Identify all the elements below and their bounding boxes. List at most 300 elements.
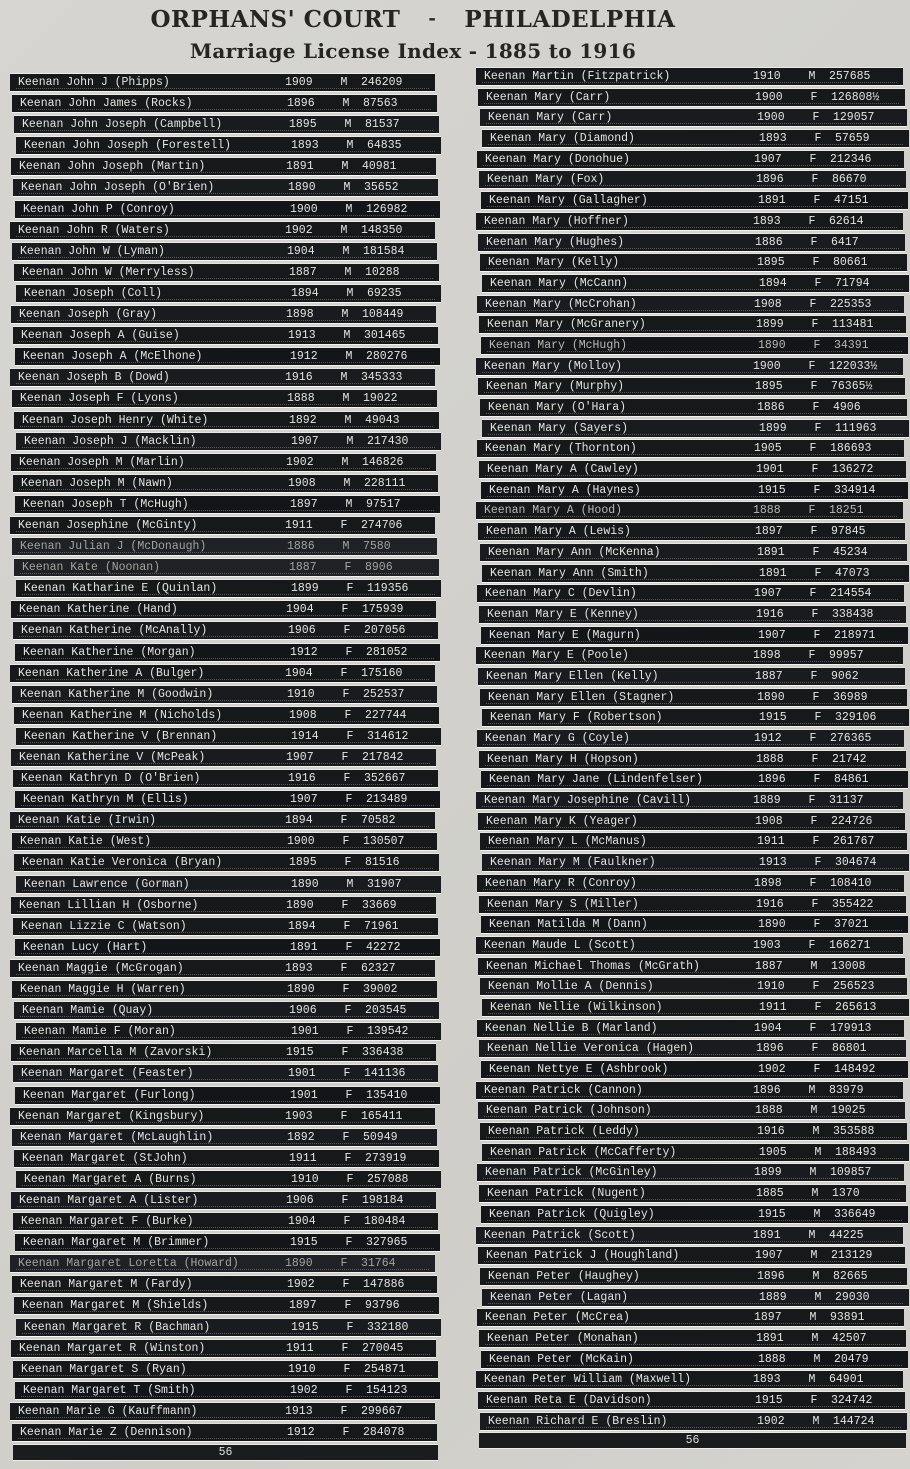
entry-sex: M xyxy=(340,76,348,89)
entry-name: Keenan Mary Ann (McKenna) xyxy=(488,545,661,559)
entry-name: Keenan Margaret (Furlong) xyxy=(23,1088,196,1102)
index-row xyxy=(481,771,908,788)
entry-year: 1898 xyxy=(753,649,781,663)
index-row xyxy=(15,1234,440,1251)
index-row xyxy=(479,1185,906,1202)
entry-number: 34391 xyxy=(834,338,869,352)
entry-year: 1888 xyxy=(755,1104,783,1118)
entry-sex: F xyxy=(345,793,353,807)
entry-sex: M xyxy=(812,1414,820,1428)
entry-year: 1890 xyxy=(288,181,316,195)
entry-year: 1908 xyxy=(754,297,782,311)
entry-number: 166271 xyxy=(829,938,871,952)
entry-number: 198184 xyxy=(362,1193,404,1207)
entry-number: 332180 xyxy=(367,1320,409,1334)
entry-sex: F xyxy=(811,752,819,766)
entry-sex: F xyxy=(346,1320,354,1334)
index-row xyxy=(478,958,905,975)
entry-sex: F xyxy=(342,1278,350,1292)
entry-sex: M xyxy=(814,1145,822,1159)
entry-name: Keenan Mary (Murphy) xyxy=(486,380,625,394)
entry-name: Keenan Margaret (Feaster) xyxy=(21,1067,194,1081)
entry-number: 327965 xyxy=(366,1236,408,1250)
entry-sex: F xyxy=(813,338,821,352)
entry-sex: F xyxy=(343,772,351,786)
entry-year: 1895 xyxy=(757,256,785,270)
entry-number: 93891 xyxy=(830,1311,865,1325)
entry-number: 203545 xyxy=(365,1004,407,1018)
page-number: 56 xyxy=(685,1434,700,1448)
entry-name: Keenan Julian J (McDonaugh) xyxy=(20,540,207,554)
entry-sex: F xyxy=(809,587,817,601)
entry-number: 207056 xyxy=(364,624,406,638)
index-row xyxy=(482,709,909,726)
entry-name: Keenan Patrick (Leddy) xyxy=(488,1125,640,1139)
index-row xyxy=(13,918,438,935)
entry-name: Keenan Mary H (Hopson) xyxy=(487,752,639,766)
entry-year: 1897 xyxy=(289,1299,317,1313)
index-row xyxy=(480,109,907,126)
index-row xyxy=(12,538,437,555)
entry-sex: M xyxy=(346,434,354,448)
entry-sex: F xyxy=(343,1067,351,1081)
index-row xyxy=(10,1255,435,1272)
index-row xyxy=(479,461,906,478)
entry-number: 336649 xyxy=(834,1207,876,1221)
index-row xyxy=(11,158,436,175)
entry-sex: F xyxy=(814,566,822,580)
entry-number: 40981 xyxy=(362,160,397,174)
entry-number: 165411 xyxy=(361,1109,403,1123)
entry-sex: M xyxy=(341,308,349,322)
entry-year: 1912 xyxy=(754,732,782,745)
index-row xyxy=(482,130,909,147)
entry-number: 217430 xyxy=(367,434,409,448)
entry-number: 126982 xyxy=(366,202,408,216)
entry-year: 1902 xyxy=(287,1278,315,1292)
entry-sex: F xyxy=(344,1151,352,1165)
entry-year: 1915 xyxy=(291,1320,319,1334)
entry-sex: F xyxy=(342,1130,350,1144)
entry-name: Keenan Marie G (Kauffmann) xyxy=(18,1404,198,1418)
entry-year: 1907 xyxy=(758,628,786,642)
entry-number: 338438 xyxy=(832,607,874,621)
entry-year: 1889 xyxy=(759,1290,787,1304)
entry-number: 81537 xyxy=(365,118,400,132)
title-court: ORPHANS' COURT xyxy=(150,6,401,33)
entry-year: 1896 xyxy=(756,173,784,187)
index-row xyxy=(14,1002,439,1019)
entry-year: 1915 xyxy=(759,711,787,725)
entry-year: 1904 xyxy=(754,1021,782,1035)
entry-number: 70582 xyxy=(361,814,396,828)
index-row xyxy=(16,433,441,450)
entry-sex: F xyxy=(344,708,352,722)
entry-sex: M xyxy=(342,97,350,111)
entry-sex: F xyxy=(809,152,817,166)
entry-number: 10288 xyxy=(365,265,400,279)
entry-year: 1906 xyxy=(286,1193,314,1207)
entry-sex: F xyxy=(808,504,816,518)
index-row xyxy=(10,665,435,682)
index-row xyxy=(481,337,908,354)
entry-year: 1911 xyxy=(759,1000,787,1014)
entry-number: 270045 xyxy=(362,1341,404,1355)
index-row xyxy=(478,234,905,251)
entry-sex: M xyxy=(343,476,351,490)
entry-sex: F xyxy=(808,938,816,952)
index-row xyxy=(479,896,906,913)
entry-year: 1911 xyxy=(757,835,785,849)
entry-number: 281052 xyxy=(366,645,408,659)
entry-year: 1891 xyxy=(753,1228,781,1242)
index-row xyxy=(16,1171,441,1188)
entry-sex: F xyxy=(341,751,349,764)
entry-number: 336438 xyxy=(362,1046,404,1060)
entry-name: Keenan Joseph M (Nawn) xyxy=(21,476,173,490)
entry-sex: F xyxy=(345,1088,353,1102)
entry-year: 1893 xyxy=(759,132,787,146)
entry-name: Keenan Maude L (Scott) xyxy=(484,938,636,952)
entry-year: 1901 xyxy=(756,463,784,477)
index-row xyxy=(11,306,436,323)
index-row xyxy=(480,833,907,850)
entry-year: 1887 xyxy=(755,959,783,973)
index-row xyxy=(476,358,903,375)
entry-year: 1908 xyxy=(755,814,783,828)
entry-name: Keenan Lucy (Hart) xyxy=(23,940,148,954)
index-row xyxy=(11,601,436,618)
index-row xyxy=(476,68,903,85)
entry-name: Keenan Mary Jane (Lindenfelser) xyxy=(489,773,703,787)
index-row xyxy=(14,1297,439,1314)
entry-sex: F xyxy=(343,1215,351,1229)
entry-number: 180484 xyxy=(364,1215,406,1229)
entry-sex: F xyxy=(811,463,819,477)
entry-sex: M xyxy=(812,1269,820,1283)
entry-year: 1890 xyxy=(758,918,786,932)
entry-sex: F xyxy=(813,483,821,497)
entry-sex: M xyxy=(343,329,351,343)
entry-number: 97845 xyxy=(831,525,866,539)
entry-sex: F xyxy=(340,1109,348,1123)
entry-sex: M xyxy=(808,70,816,83)
entry-year: 1902 xyxy=(286,455,314,469)
index-row xyxy=(15,1382,440,1399)
entry-name: Keenan Margaret (Kingsbury) xyxy=(18,1109,205,1123)
entry-year: 1916 xyxy=(285,371,313,385)
entry-year: 1903 xyxy=(285,1109,313,1123)
entry-sex: F xyxy=(340,814,348,828)
entry-name: Keenan John Joseph (Campbell) xyxy=(22,118,223,132)
index-row xyxy=(477,296,904,313)
entry-number: 42272 xyxy=(366,940,401,954)
entry-year: 1895 xyxy=(755,380,783,394)
entry-year: 1902 xyxy=(290,1383,318,1397)
entry-sex: F xyxy=(809,297,817,311)
entry-year: 1886 xyxy=(287,540,315,554)
entry-year: 1916 xyxy=(756,607,784,621)
entry-year: 1887 xyxy=(289,265,317,279)
entry-sex: F xyxy=(814,1000,822,1014)
index-row xyxy=(14,1150,439,1167)
entry-number: 108410 xyxy=(830,876,872,890)
entry-number: 86801 xyxy=(832,1042,867,1056)
entry-year: 1886 xyxy=(755,235,783,249)
entry-number: 276365 xyxy=(830,732,872,745)
entry-sex: M xyxy=(809,1166,817,1180)
entry-sex: F xyxy=(812,545,820,559)
entry-sex: F xyxy=(344,1004,352,1018)
entry-number: 47073 xyxy=(835,566,870,580)
entry-year: 1898 xyxy=(286,308,314,322)
page-number-strip xyxy=(13,1445,438,1460)
entry-number: 35652 xyxy=(364,181,399,195)
index-row xyxy=(15,496,440,513)
entry-name: Keenan Mollie A (Dennis) xyxy=(488,980,654,994)
entry-sex: M xyxy=(810,959,818,973)
index-row xyxy=(480,1268,907,1285)
index-row xyxy=(477,440,904,457)
index-row xyxy=(478,813,905,830)
index-column-left xyxy=(13,74,438,1460)
entry-name: Keenan Nellie Veronica (Hagen) xyxy=(487,1042,695,1056)
index-row xyxy=(482,854,909,871)
entry-year: 1898 xyxy=(754,876,782,890)
entry-year: 1887 xyxy=(755,669,783,683)
entry-year: 1895 xyxy=(289,856,317,870)
entry-year: 1915 xyxy=(290,1236,318,1250)
entry-name: Keenan Mary K (Yeager) xyxy=(486,814,638,828)
entry-sex: M xyxy=(808,1083,816,1097)
index-row xyxy=(11,1044,436,1061)
entry-sex: F xyxy=(812,835,820,849)
index-columns xyxy=(0,70,910,1460)
entry-sex: F xyxy=(810,525,818,539)
entry-number: 13008 xyxy=(831,959,866,973)
index-row xyxy=(12,981,437,998)
entry-sex: M xyxy=(808,1373,816,1387)
entry-number: 109857 xyxy=(830,1166,872,1180)
entry-year: 1887 xyxy=(289,561,317,575)
entry-number: 273919 xyxy=(365,1151,407,1165)
index-row xyxy=(16,728,441,745)
index-row xyxy=(481,192,908,209)
entry-name: Keenan John W (Lyman) xyxy=(20,244,165,258)
entry-name: Keenan Katie (Irwin) xyxy=(18,814,157,828)
index-row xyxy=(10,369,435,386)
entry-year: 1907 xyxy=(286,751,314,764)
entry-sex: M xyxy=(814,1290,822,1304)
entry-name: Keenan Patrick (Quigley) xyxy=(489,1207,655,1221)
entry-number: 20479 xyxy=(834,1352,869,1366)
entry-number: 214554 xyxy=(830,587,872,601)
entry-year: 1894 xyxy=(291,286,319,300)
entry-name: Keenan Margaret F (Burke) xyxy=(21,1215,194,1229)
index-row xyxy=(477,1164,904,1181)
entry-number: 227744 xyxy=(365,708,407,722)
entry-name: Keenan Mary R (Conroy) xyxy=(485,876,637,890)
entry-sex: F xyxy=(341,898,349,912)
entry-name: Keenan Kathryn M (Ellis) xyxy=(23,793,189,807)
entry-name: Keenan Margaret Loretta (Howard) xyxy=(18,1257,239,1271)
entry-number: 130507 xyxy=(363,835,405,849)
entry-name: Keenan John R (Waters) xyxy=(18,223,170,237)
entry-year: 1897 xyxy=(290,497,318,511)
entry-year: 1912 xyxy=(290,645,318,659)
entry-year: 1904 xyxy=(287,244,315,258)
entry-year: 1893 xyxy=(285,961,313,975)
entry-year: 1913 xyxy=(288,329,316,343)
entry-number: 18251 xyxy=(829,504,864,518)
entry-sex: F xyxy=(345,940,353,954)
entry-name: Keenan Katie Veronica (Bryan) xyxy=(22,856,223,870)
entry-sex: F xyxy=(342,687,350,701)
entry-name: Keenan Joseph (Coll) xyxy=(24,286,163,300)
index-row xyxy=(13,1213,438,1230)
entry-number: 21742 xyxy=(832,752,867,766)
entry-sex: F xyxy=(810,235,818,249)
entry-number: 139542 xyxy=(367,1025,409,1039)
entry-sex: F xyxy=(341,603,349,617)
entry-year: 1888 xyxy=(753,504,781,518)
index-row xyxy=(479,316,906,333)
entry-year: 1897 xyxy=(754,1311,782,1325)
entry-number: 261767 xyxy=(833,835,875,849)
entry-number: 154123 xyxy=(366,1383,408,1397)
entry-number: 126808½ xyxy=(831,90,880,104)
index-row xyxy=(478,378,905,395)
entry-name: Keenan Mary (McGranery) xyxy=(487,318,646,332)
entry-year: 1910 xyxy=(287,687,315,701)
entry-name: Keenan Mary Ann (Smith) xyxy=(490,566,649,580)
entry-name: Keenan Patrick (Nugent) xyxy=(487,1187,646,1201)
entry-sex: F xyxy=(812,980,820,994)
entry-number: 71794 xyxy=(835,276,870,290)
entry-year: 1910 xyxy=(757,980,785,994)
entry-sex: F xyxy=(341,1046,349,1060)
entry-sex: M xyxy=(813,1207,821,1221)
entry-name: Keenan Joseph J (Macklin) xyxy=(24,434,197,448)
entry-number: 81516 xyxy=(365,856,400,870)
entry-name: Keenan John Joseph (Martin) xyxy=(19,160,206,174)
entry-name: Keenan Mary (O'Hara) xyxy=(488,401,627,414)
entry-year: 1899 xyxy=(756,318,784,332)
entry-year: 1914 xyxy=(291,729,319,743)
index-row xyxy=(478,668,905,685)
entry-name: Keenan Mary L (McManus) xyxy=(488,835,647,849)
entry-year: 1905 xyxy=(754,442,782,456)
entry-name: Keenan Margaret M (Fardy) xyxy=(20,1278,193,1292)
index-row xyxy=(12,1424,437,1441)
entry-number: 246209 xyxy=(361,76,403,89)
entry-name: Keenan Mary (Diamond) xyxy=(490,132,635,146)
index-row xyxy=(14,707,439,724)
entry-name: Keenan Mary (Molloy) xyxy=(484,359,623,373)
index-row xyxy=(479,171,906,188)
index-row xyxy=(15,348,440,365)
index-row xyxy=(479,1330,906,1347)
entry-number: 47151 xyxy=(834,194,869,208)
entry-name: Keenan Marie Z (Dennison) xyxy=(20,1426,193,1439)
index-row xyxy=(12,95,437,112)
page-number: 56 xyxy=(218,1446,233,1460)
index-row xyxy=(10,812,435,829)
entry-number: 113481 xyxy=(832,318,874,332)
entry-number: 122033½ xyxy=(829,359,878,373)
entry-sex: F xyxy=(342,983,350,997)
entry-year: 1891 xyxy=(756,1331,784,1345)
entry-number: 257685 xyxy=(829,70,871,83)
index-row xyxy=(12,833,437,850)
entry-sex: F xyxy=(814,856,822,870)
entry-year: 1909 xyxy=(285,76,313,89)
entry-year: 1915 xyxy=(286,1046,314,1060)
entry-number: 148350 xyxy=(361,223,403,237)
index-row xyxy=(481,627,908,644)
entry-sex: F xyxy=(344,561,352,575)
index-row xyxy=(476,937,903,954)
index-row xyxy=(479,751,906,768)
entry-name: Keenan John W (Merryless) xyxy=(22,265,195,279)
index-row xyxy=(482,1144,909,1161)
entry-sex: F xyxy=(346,1172,354,1186)
index-row xyxy=(480,1123,907,1140)
index-row xyxy=(480,544,907,561)
entry-name: Keenan Mary M (Faulkner) xyxy=(490,856,656,870)
entry-year: 1907 xyxy=(755,1249,783,1263)
entry-sex: M xyxy=(344,118,352,132)
entry-name: Keenan Mary A (Hood) xyxy=(484,504,623,518)
entry-year: 1904 xyxy=(285,666,313,680)
entry-year: 1907 xyxy=(754,587,782,601)
index-row xyxy=(476,502,903,519)
entry-year: 1891 xyxy=(290,940,318,954)
entry-name: Keenan Nellie (Wilkinson) xyxy=(490,1000,663,1014)
entry-number: 355422 xyxy=(832,897,874,911)
index-row xyxy=(476,1082,903,1099)
index-row xyxy=(477,875,904,892)
index-row xyxy=(482,275,909,292)
entry-number: 213489 xyxy=(366,793,408,807)
index-row xyxy=(12,1276,437,1293)
entry-name: Keenan Margaret M (Shields) xyxy=(22,1299,209,1313)
entry-name: Keenan Mary G (Coyle) xyxy=(485,732,630,745)
index-row xyxy=(15,791,440,808)
entry-number: 188493 xyxy=(835,1145,877,1159)
entry-sex: F xyxy=(343,1362,351,1376)
entry-sex: M xyxy=(344,413,352,427)
entry-year: 1891 xyxy=(286,160,314,174)
entry-name: Keenan Patrick (Johnson) xyxy=(486,1104,652,1118)
entry-name: Keenan Margaret A (Lister) xyxy=(19,1193,199,1207)
entry-name: Keenan Nettye E (Ashbrook) xyxy=(489,1063,669,1076)
entry-number: 57659 xyxy=(835,132,870,146)
entry-name: Keenan Margaret A (Burns) xyxy=(24,1172,197,1186)
index-row xyxy=(478,523,905,540)
entry-year: 1900 xyxy=(287,835,315,849)
entry-name: Keenan Margaret (StJohn) xyxy=(22,1151,188,1165)
entry-sex: F xyxy=(813,773,821,787)
index-row xyxy=(482,420,909,437)
entry-sex: M xyxy=(345,350,353,364)
entry-sex: F xyxy=(810,669,818,683)
entry-number: 334914 xyxy=(834,483,876,497)
entry-number: 76365½ xyxy=(831,380,873,394)
entry-year: 1900 xyxy=(757,111,785,125)
entry-year: 1894 xyxy=(288,919,316,933)
index-row xyxy=(15,1087,440,1104)
